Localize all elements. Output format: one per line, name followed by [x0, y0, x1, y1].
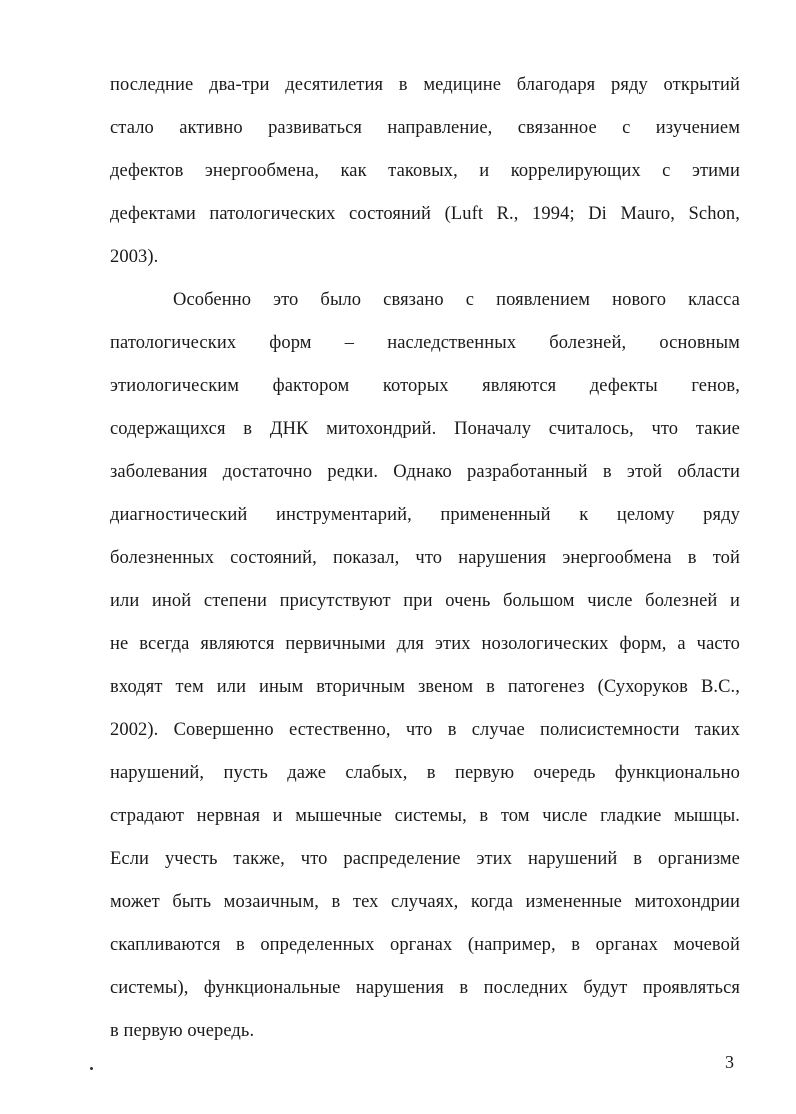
- paragraph-2-line-18: в первую очередь.: [110, 1021, 255, 1041]
- paragraph-1-line-3: дефектов энергообмена, как таковых, и коррелирующих с этими: [110, 161, 740, 181]
- paragraph-2-line-15: может быть мозаичным, в тех случаях, когда измененные митохондрии: [110, 892, 740, 912]
- paragraph-2-line-17: системы), функциональные нарушения в последних будут проявляться: [110, 978, 740, 998]
- paragraph-2-line-1: Особенно это было связано с появлением нового класса: [173, 290, 740, 310]
- paragraph-1-line-4: дефектами патологических состояний (Luft R., 1994; Di Mauro, Schon,: [110, 204, 740, 224]
- paragraph-2-line-13: страдают нервная и мышечные системы, в том числе гладкие мышцы.: [110, 806, 740, 826]
- paragraph-2-line-7: болезненных состояний, показал, что нарушения энергообмена в той: [110, 548, 740, 568]
- paragraph-2-line-6: диагностический инструментарий, примененный к целому ряду: [110, 505, 740, 525]
- paragraph-1-line-2: стало активно развиваться направление, связанное с изучением: [110, 118, 740, 138]
- page-number: 3: [725, 1052, 734, 1072]
- paragraph-2-line-5: заболевания достаточно редки. Однако разработанный в этой области: [110, 462, 740, 482]
- paragraph-2-line-2: патологических форм – наследственных болезней, основным: [110, 333, 740, 353]
- paragraph-2-line-9: не всегда являются первичными для этих нозологических форм, а часто: [110, 634, 740, 654]
- paragraph-2-line-12: нарушений, пусть даже слабых, в первую очередь функционально: [110, 763, 740, 783]
- paragraph-2-line-4: содержащихся в ДНК митохондрий. Поначалу считалось, что такие: [110, 419, 740, 439]
- paragraph-1-line-5: 2003).: [110, 247, 159, 267]
- scan-speck: [90, 1067, 93, 1070]
- paragraph-2-line-11: 2002). Совершенно естественно, что в случае полисистемности таких: [110, 720, 740, 740]
- paragraph-2-line-3: этиологическим фактором которых являются дефекты генов,: [110, 376, 740, 396]
- paragraph-2-line-16: скапливаются в определенных органах (например, в органах мочевой: [110, 935, 740, 955]
- paragraph-2-line-10: входят тем или иным вторичным звеном в патогенез (Сухоруков В.С.,: [110, 677, 740, 697]
- paragraph-2-line-14: Если учесть также, что распределение этих нарушений в организме: [110, 849, 740, 869]
- paragraph-1-line-1: последние два-три десятилетия в медицине благодаря ряду открытий: [110, 75, 740, 95]
- paragraph-2-line-8: или иной степени присутствуют при очень большом числе болезней и: [110, 591, 740, 611]
